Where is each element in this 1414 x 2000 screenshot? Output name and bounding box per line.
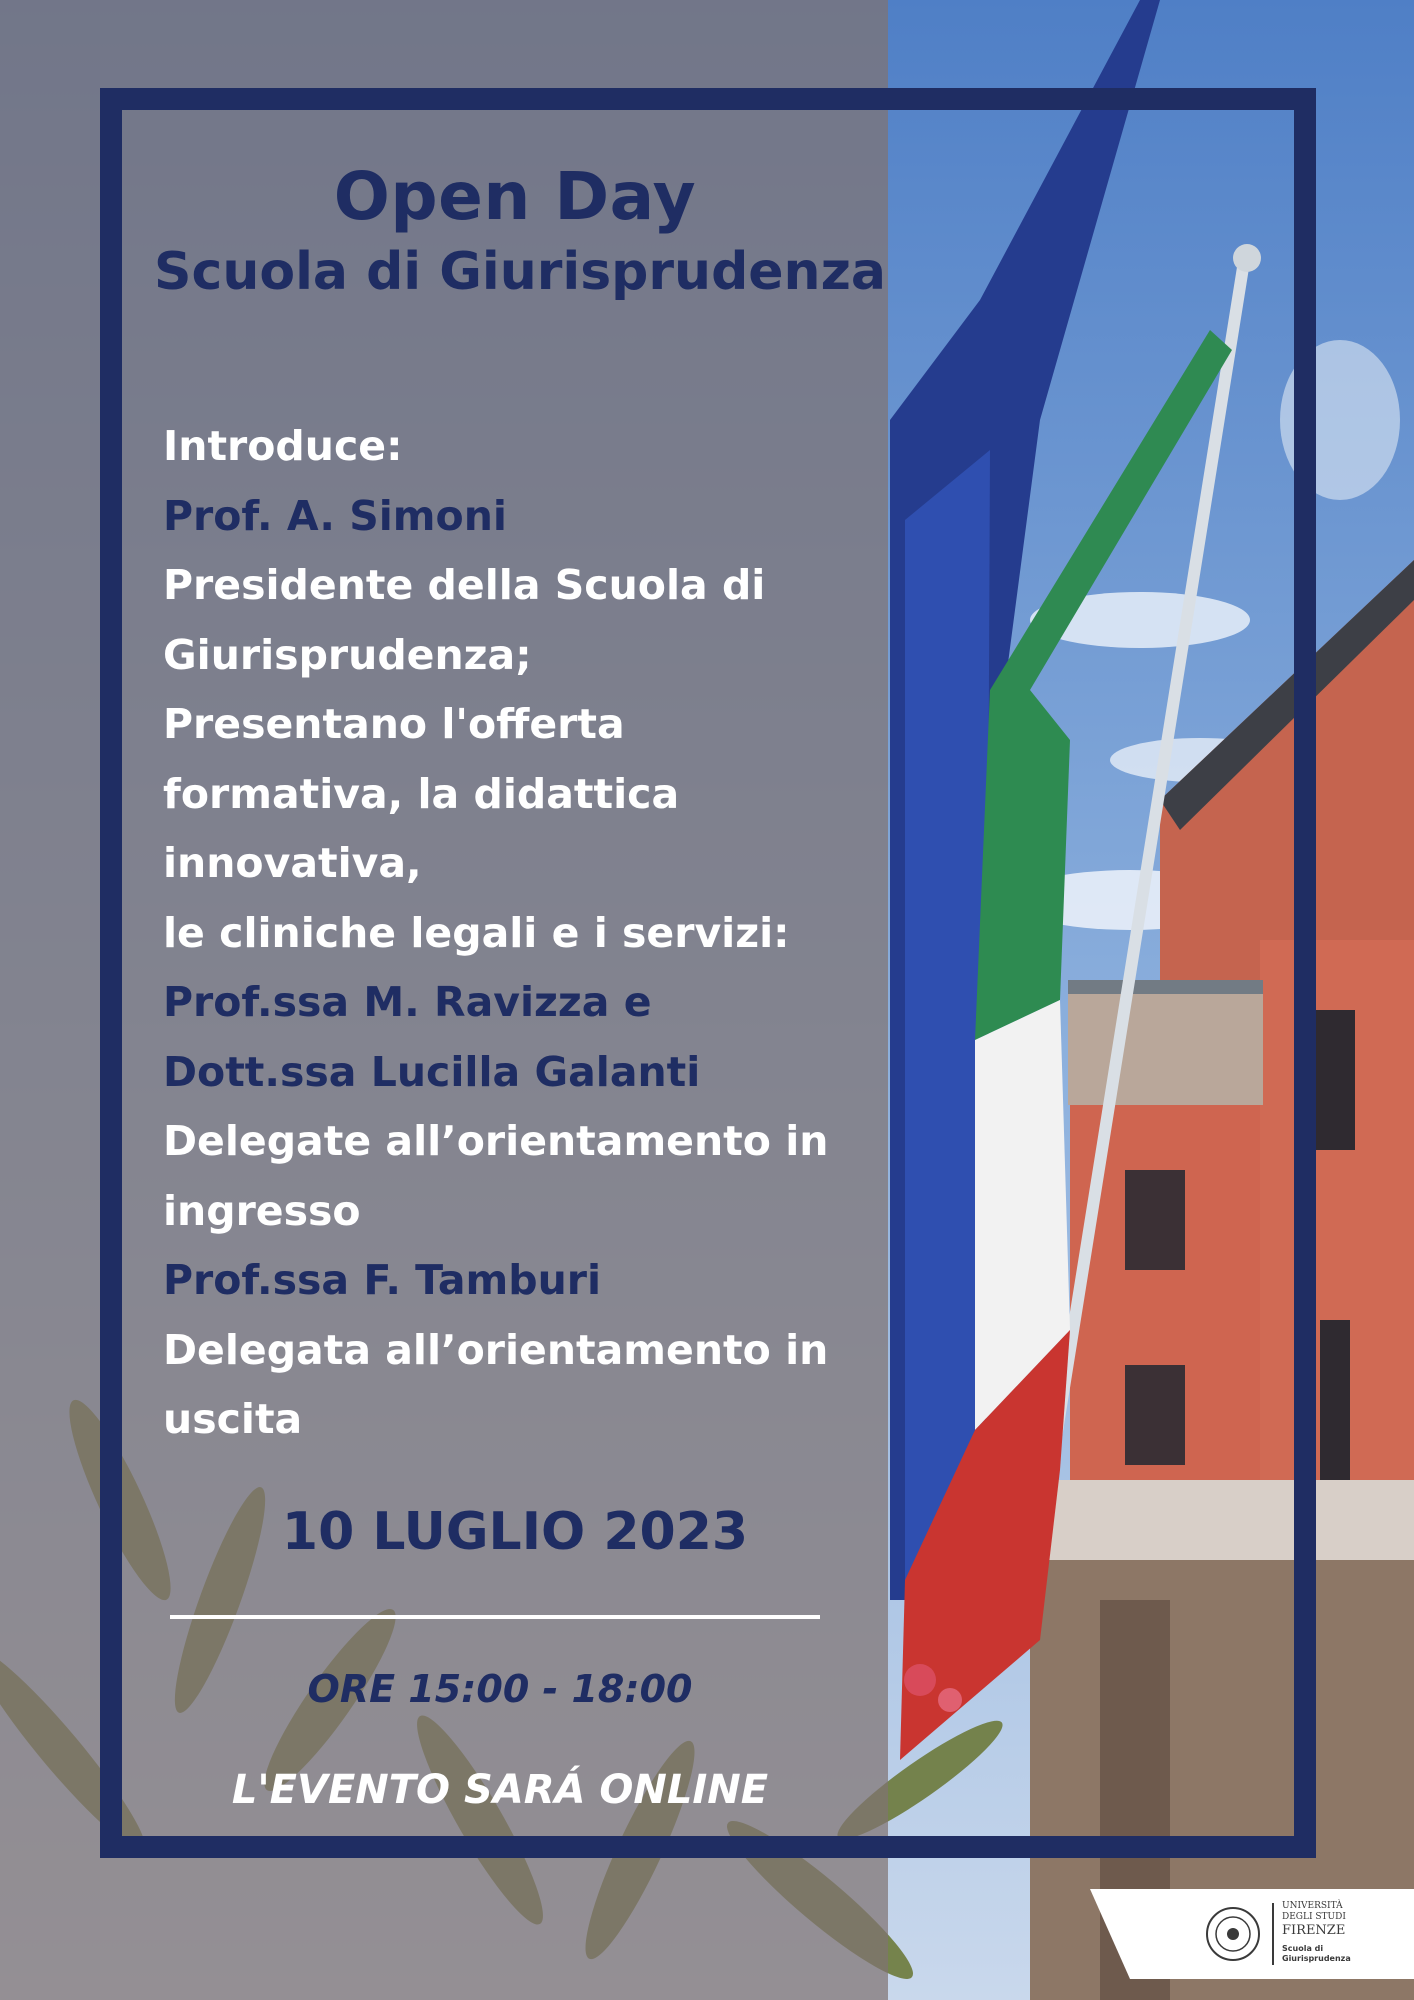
divider-line [170, 1615, 820, 1619]
event-date: 10 LUGLIO 2023 [281, 1502, 749, 1562]
event-time: ORE 15:00 - 18:00 [307, 1667, 693, 1711]
body-line: Prof. A. Simoni [163, 491, 507, 540]
body-line: Delegate all’orientamento in [163, 1117, 829, 1165]
body-line: Prof.ssa F. Tamburi [163, 1256, 602, 1304]
logo-school-line2: Giurisprudenza [1282, 1954, 1351, 1963]
body-line: Dott.ssa Lucilla Galanti [163, 1047, 701, 1096]
body-line: formativa, la didattica [163, 769, 680, 818]
logo-school-line1: Scuola di [1282, 1944, 1324, 1953]
online-notice: L'EVENTO SARÁ ONLINE [231, 1767, 769, 1813]
body-line: Presidente della Scuola di [163, 561, 766, 609]
speakers-description [163, 412, 903, 1455]
body-line: le cliniche legali e i servizi: [163, 908, 790, 957]
body-line: innovativa, [163, 839, 422, 887]
body-line: Giurisprudenza; [163, 630, 532, 679]
body-line: Introduce: [163, 422, 403, 470]
body-line: uscita [163, 1395, 303, 1443]
poster-title: Open Day [333, 158, 697, 235]
logo-university-line1: UNIVERSITÀ [1282, 1901, 1343, 1911]
university-logo [1090, 1889, 1414, 1979]
body-line: Delegata all’orientamento in [163, 1325, 829, 1374]
seal-icon [1205, 1906, 1261, 1962]
body-line: Presentano l'offerta [163, 700, 625, 748]
logo-university-line2: DEGLI STUDI [1282, 1912, 1346, 1922]
poster-subtitle: Scuola di Giurisprudenza [154, 242, 886, 302]
logo-university-line3: FIRENZE [1282, 1923, 1346, 1938]
body-line: ingresso [163, 1186, 361, 1235]
body-line: Prof.ssa M. Ravizza e [163, 978, 652, 1026]
